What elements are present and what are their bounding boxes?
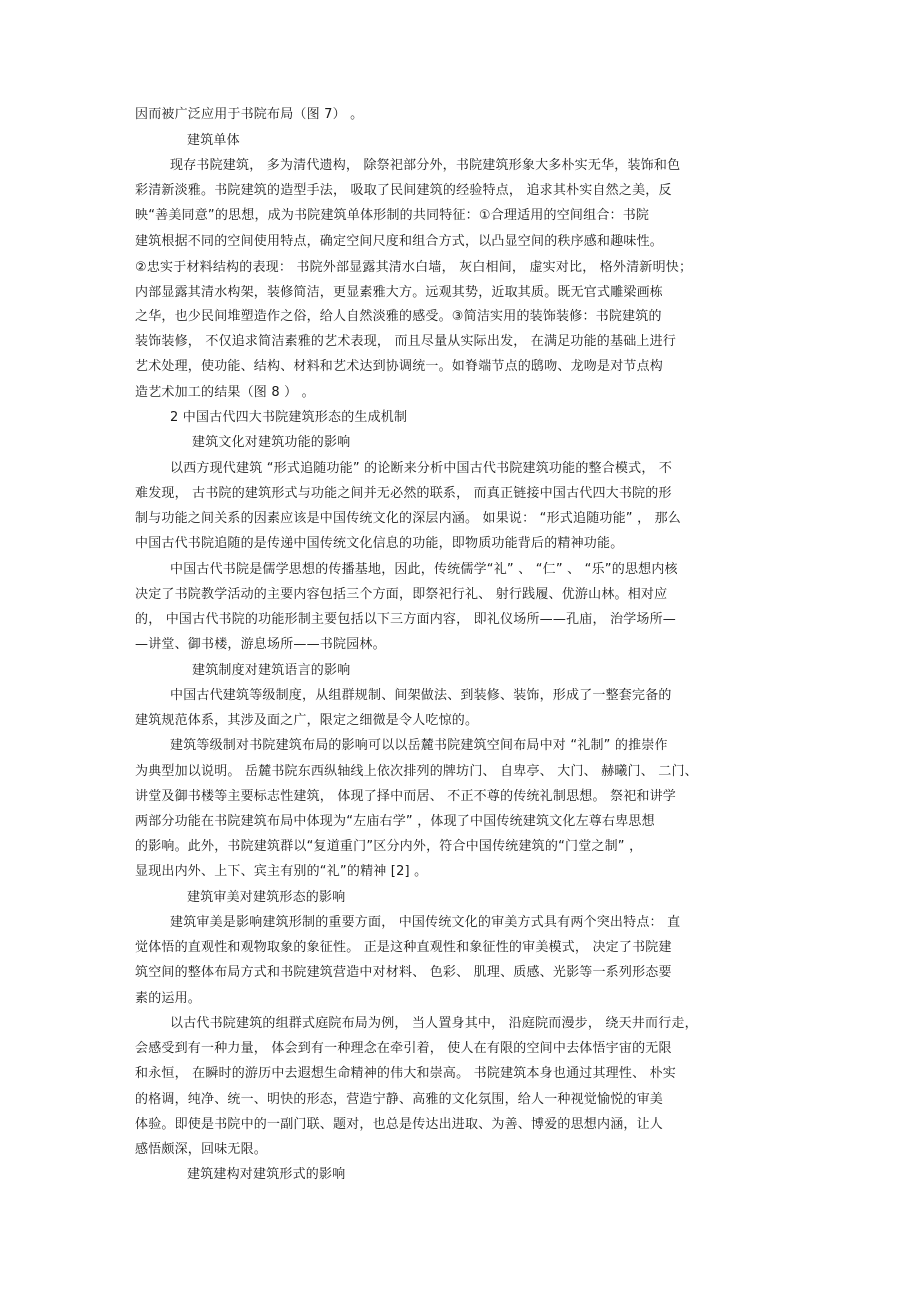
text-line: 觉体悟的直观性和观物取象的象征性。 正是这种直观性和象征性的审美模式， 决定了书院建	[135, 940, 672, 955]
text-line: 中国古代书院是儒学思想的传播基地，因此，传统儒学“礼” 、 “仁” 、 “乐”的思想内核	[170, 562, 678, 577]
text-line: 因而被广泛应用于书院布局（图 7） 。	[135, 107, 364, 122]
text-line: 感悟颇深，回味无限。	[135, 1142, 268, 1157]
section-heading: 建筑审美对建筑形态的影响	[187, 890, 346, 905]
text-line: 筑空间的整体布局方式和书院建筑营造中对材料、 色彩、 肌理、质感、光影等一系列形态要	[135, 965, 672, 980]
text-line: 彩清新淡雅。书院建筑的造型手法， 吸取了民间建筑的经验特点， 追求其朴实自然之美，反	[135, 183, 672, 198]
text-line: 决定了书院教学活动的主要内容包括三个方面，即祭祀行礼、 射行践履、优游山林。相对应	[135, 587, 668, 602]
text-line: 以古代书院建筑的组群式庭院布局为例， 当人置身其中， 沿庭院而漫步， 绕天井而行走，	[170, 1016, 698, 1031]
text-line: 显现出内外、上下、宾主有别的“礼”的精神 [2] 。	[135, 864, 428, 879]
text-line: 素的运用。	[135, 991, 202, 1006]
text-line: 体验。即使是书院中的一副门联、题对，也总是传达出进取、为善、博爱的思想内涵，让人	[135, 1117, 664, 1132]
text-line: 中国古代书院追随的是传递中国传统文化信息的功能，即物质功能背后的精神功能。	[135, 536, 624, 551]
text-line: 的影响。此外，书院建筑群以“复道重门”区分内外，符合中国传统建筑的“门堂之制” ，	[135, 839, 643, 854]
text-line: 艺术处理，使功能、结构、材料和艺术达到协调统一。如脊端节点的鸱吻、龙吻是对节点构	[135, 359, 664, 374]
section-heading: 建筑建构对建筑形式的影响	[187, 1167, 346, 1182]
text-line: 内部显露其清水构架，装修简洁，更显素雅大方。远观其势，近取其质。既无官式雕梁画栋	[135, 285, 664, 300]
text-line: 讲堂及御书楼等主要标志性建筑， 体现了择中而居、 不正不尊的传统礼制思想。 祭祀和讲学	[135, 789, 676, 804]
text-line: 之华，也少民间堆塑造作之俗，给人自然淡雅的感受。③简洁实用的装饰装修：书院建筑的	[135, 309, 662, 324]
text-line: 建筑规范体系，其涉及面之广，限定之细微是令人吃惊的。	[135, 713, 479, 728]
text-line: 会感受到有一种力量， 体会到有一种理念在牵引着， 使人在有限的空间中去体悟宇宙的无限	[135, 1041, 672, 1056]
text-line: 和永恒， 在瞬时的游历中去遐想生命精神的伟大和崇高。 书院建筑本身也通过其理性、 朴实	[135, 1066, 676, 1081]
text-line: 的格调，纯净、统一、明快的形态，营造宁静、高雅的文化氛围，给人一种视觉愉悦的审美	[135, 1092, 664, 1107]
text-line: 造艺术加工的结果（图 8 ） 。	[135, 385, 315, 400]
text-line: 建筑审美是影响建筑形制的重要方面， 中国传统文化的审美方式具有两个突出特点： 直	[170, 915, 681, 930]
text-line: 现存书院建筑， 多为清代遗构， 除祭祀部分外，书院建筑形象大多朴实无华，装饰和色	[170, 158, 681, 173]
text-line: 为典型加以说明。 岳麓书院东西纵轴线上依次排列的牌坊门、 自卑亭、 大门、 赫曦门、 二门、	[135, 764, 698, 779]
text-line: 建筑等级制对书院建筑布局的影响可以以岳麓书院建筑空间布局中对 “礼制” 的推崇作	[170, 738, 668, 753]
text-line: 的， 中国古代书院的功能形制主要包括以下三方面内容， 即礼仪场所——孔庙， 治学场所—	[135, 612, 676, 627]
section-heading: 建筑单体	[187, 133, 240, 148]
text-line: 映“善美同意”的思想，成为书院建筑单体形制的共同特征：①合理适用的空间组合：书院	[135, 208, 650, 223]
text-line: 中国古代建筑等级制度，从组群规制、间架做法、到装修、装饰，形成了一整套完备的	[170, 688, 672, 703]
chapter-heading: 2 中国古代四大书院建筑形态的生成机制	[170, 410, 408, 425]
text-line: 制与功能之间关系的因素应该是中国传统文化的深层内涵。 如果说： “形式追随功能” ， 那么	[135, 511, 681, 526]
text-line: 难发现， 古书院的建筑形式与功能之间并无必然的联系， 而真正链接中国古代四大书院的形	[135, 486, 672, 501]
section-heading: 建筑制度对建筑语言的影响	[192, 663, 351, 678]
text-line: 建筑根据不同的空间使用特点，确定空间尺度和组合方式，以凸显空间的秩序感和趣味性。	[135, 234, 664, 249]
text-line: 装饰装修， 不仅追求简洁素雅的艺术表现， 而且尽量从实际出发， 在满足功能的基础上进行	[135, 334, 676, 349]
text-line: 以西方现代建筑 “形式追随功能” 的论断来分析中国古代书院建筑功能的整合模式， 不	[170, 461, 673, 476]
text-line: 两部分功能在书院建筑布局中体现为“左庙右学” ，体现了中国传统建筑文化左尊右卑思想	[135, 814, 655, 829]
text-line: —讲堂、御书楼，游息场所——书院园林。	[135, 637, 386, 652]
section-heading: 建筑文化对建筑功能的影响	[192, 435, 351, 450]
text-line: ②忠实于材料结构的表现： 书院外部显露其清水白墙， 灰白相间， 虚实对比， 格外清新明快；	[135, 260, 693, 275]
